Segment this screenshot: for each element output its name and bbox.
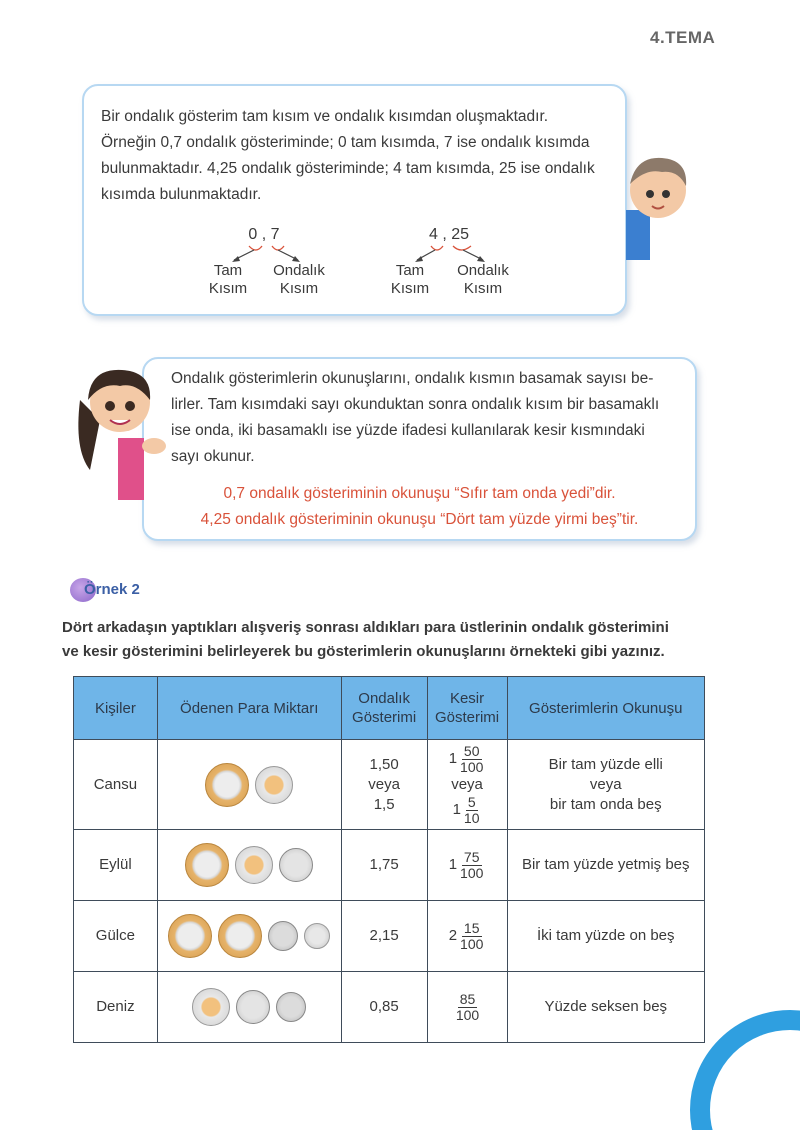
decimal-parts-info-box <box>82 84 627 316</box>
header-paid: Ödenen Para Miktarı <box>157 677 341 740</box>
coins-cell <box>157 972 341 1043</box>
decimal-number: 0 , 7 <box>248 226 280 243</box>
lira-coin-icon <box>185 843 229 887</box>
coins-cell <box>157 740 341 830</box>
decimal-reading-info-box <box>142 357 697 541</box>
reading-cell: Bir tam yüzde yetmiş beş <box>507 830 705 901</box>
lira-coin-icon <box>205 763 249 807</box>
question-line: ve kesir gösterimini belirleyerek bu gösterimlerin okunuşlarını örnekteki gibi yazınız. <box>62 643 665 660</box>
decimal-reading-paragraph <box>171 366 683 470</box>
kurus-coin-icon <box>236 990 270 1024</box>
theme-label: 4.TEMA <box>650 28 716 47</box>
whole-part-label: Tam Kısım <box>390 262 430 297</box>
fraction-cell: 1 50 100 veya 1 5 10 <box>427 740 507 830</box>
girl-character-icon <box>70 360 170 500</box>
kurus-coin-icon <box>235 846 273 884</box>
lira-coin-icon <box>218 914 262 958</box>
money-table <box>73 676 705 1043</box>
decimal-cell: 2,15 <box>341 901 427 972</box>
decimal-cell: 1,75 <box>341 830 427 901</box>
info2-line: lirler. Tam kısımdaki sayı okunduktan sonra ondalık kısım bir basamaklı <box>171 396 660 413</box>
coins-cell <box>157 901 341 972</box>
person-name: Deniz <box>74 972 158 1043</box>
person-name: Gülce <box>74 901 158 972</box>
info2-line: ise onda, iki basamaklı ise yüzde ifadesi kullanılarak kesir kısmındaki <box>171 422 645 439</box>
info1-line: Örneğin 0,7 ondalık gösteriminde; 0 tam kısımda, 7 ise ondalık kısımda <box>101 134 590 151</box>
decimal-part-label: Ondalık Kısım <box>457 262 509 297</box>
header-fraction: Kesir Gösterimi <box>427 677 507 740</box>
info1-line: kısımda bulunmaktadır. <box>101 186 262 203</box>
decimal-parts-paragraph <box>101 104 621 208</box>
kurus-coin-icon <box>255 766 293 804</box>
person-name: Cansu <box>74 740 158 830</box>
header-persons: Kişiler <box>74 677 158 740</box>
split-arrows-icon <box>194 240 334 264</box>
decimal-cell: 0,85 <box>341 972 427 1043</box>
fraction-cell: 1 75 100 <box>427 830 507 901</box>
fraction-cell: 2 15 100 <box>427 901 507 972</box>
table-row <box>74 740 705 830</box>
header-reading: Gösterimlerin Okunuşu <box>507 677 705 740</box>
info2-line: sayı okunur. <box>171 448 255 465</box>
reading-example-2: 4,25 ondalık gösteriminin okunuşu “Dört tam yüzde yirmi beş”tir. <box>200 511 639 528</box>
question-line: Dört arkadaşın yaptıkları alışveriş sonrası aldıkları para üstlerinin ondalık gösterimini <box>62 619 669 636</box>
info2-line: Ondalık gösterimlerin okunuşlarını, ondalık kısmın basamak sayısı be- <box>171 370 654 387</box>
header-decimal: Ondalık Gösterimi <box>341 677 427 740</box>
kurus-coin-icon <box>276 992 306 1022</box>
info1-line: Bir ondalık gösterim tam kısım ve ondalık kısımdan oluşmaktadır. <box>101 108 549 125</box>
example-label: Örnek 2 <box>84 581 140 598</box>
table-row <box>74 830 705 901</box>
table-header-row <box>74 677 705 740</box>
whole-part-label: Tam Kısım <box>208 262 248 297</box>
kurus-coin-icon <box>279 848 313 882</box>
person-name: Eylül <box>74 830 158 901</box>
decimal-example-0-7 <box>194 226 334 306</box>
fraction-cell: 85 100 <box>427 972 507 1043</box>
coins-cell <box>157 830 341 901</box>
lira-coin-icon <box>168 914 212 958</box>
kurus-coin-icon <box>268 921 298 951</box>
info1-line: bulunmaktadır. 4,25 ondalık gösteriminde; 4 tam kısımda, 25 ise ondalık <box>101 160 595 177</box>
boy-character-icon <box>622 150 692 260</box>
reading-cell: Bir tam yüzde elli veya bir tam onda beş <box>507 740 705 830</box>
table-row <box>74 901 705 972</box>
decimal-number: 4 , 25 <box>428 226 470 243</box>
corner-decoration <box>690 1010 800 1130</box>
question-text <box>62 616 732 664</box>
decimal-part-label: Ondalık Kısım <box>273 262 325 297</box>
reading-cell: Yüzde seksen beş <box>507 972 705 1043</box>
reading-example-1: 0,7 ondalık gösteriminin okunuşu “Sıfır tam onda yedi”dir. <box>223 485 616 502</box>
kurus-coin-icon <box>304 923 330 949</box>
decimal-example-4-25 <box>379 226 519 306</box>
split-arrows-icon <box>379 240 519 264</box>
decimal-cell: 1,50 veya 1,5 <box>341 740 427 830</box>
reading-cell: İki tam yüzde on beş <box>507 901 705 972</box>
kurus-coin-icon <box>192 988 230 1026</box>
table-row <box>74 972 705 1043</box>
